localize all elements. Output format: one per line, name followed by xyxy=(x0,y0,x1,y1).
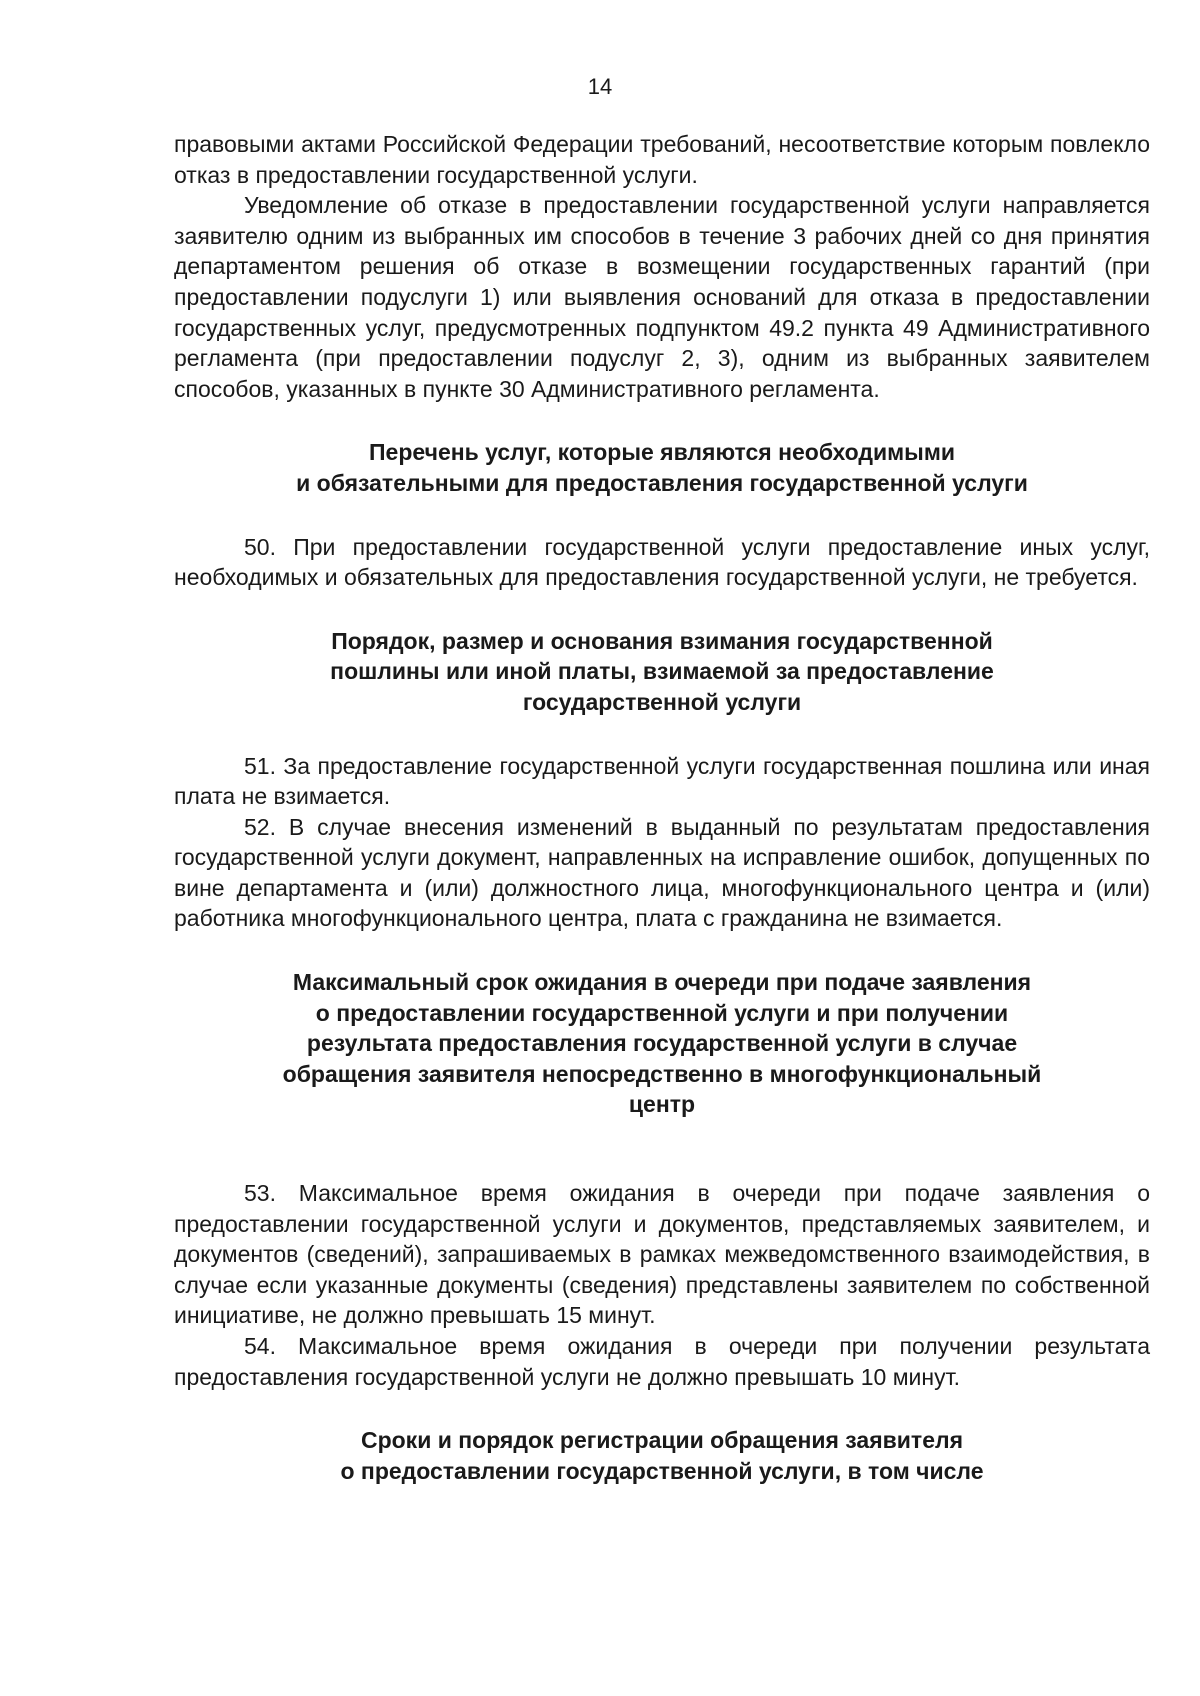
page-number: 14 xyxy=(587,74,613,99)
paragraph-refusal-notice: Уведомление об отказе в предоставлении государственной услуги направляется заявителю одним из выбранных им способов в течение 3 рабочих дней со дня принятия департаментом решения об отказе в возмещении государственных гарантий (при предоставлении подуслуги 1) или выявления оснований для отказа в предоставлении государственных услуг, предусмотренных подпунктом 49.2 пункта 49 Административного регламента (при предоставлении подуслуг 2, 3), одним из выбранных заявителем способов, указанных в пункте 30 Административного регламента. xyxy=(174,192,1150,402)
heading-line: Максимальный срок ожидания в очереди при подаче заявления xyxy=(292,969,1032,996)
paragraph-52: 52. В случае внесения изменений в выданный по результатам предоставления государственной услуги документ, направленных на исправление ошибок, допущенных по вине департамента и (или) должностного лица, многофункционального центра и (или) работника многофункционального центра, плата с гражданина не взимается. xyxy=(174,813,1150,932)
paragraph-51: 51. За предоставление государственной услуги государственная пошлина или иная плата не взимается. xyxy=(174,752,1150,810)
heading-line: обращения заявителя непосредственно в многофункциональный xyxy=(282,1060,1042,1087)
heading-line: центр xyxy=(628,1091,696,1118)
heading-line: Перечень услуг, которые являются необходимыми xyxy=(369,439,955,466)
paragraph-54: 54. Максимальное время ожидания в очереди при получении результата предоставления государственной услуги не должно превышать 10 минут. xyxy=(174,1333,1150,1390)
heading-line: результата предоставления государственной услуги в случае xyxy=(306,1030,1018,1057)
heading-line: о предоставлении государственной услуги и при получении xyxy=(315,999,1009,1026)
heading-line: Сроки и порядок регистрации обращения заявителя xyxy=(360,1427,964,1454)
paragraph-50: 50. При предоставлении государственной услуги предоставление иных услуг, необходимых и обязательных для предоставления государственной услуги, не требуется. xyxy=(174,533,1150,591)
heading-line: пошлины или иной платы, взимаемой за предоставление xyxy=(330,658,994,685)
paragraph-53: 53. Максимальное время ожидания в очереди при подаче заявления о предоставлении государственной услуги и документов, представляемых заявителем, и документов (сведений), запрашиваемых в рамках межведомственного взаимодействия, в случае если указанные документы (сведения) представлены заявителем по собственной инициативе, не должно превышать 15 минут. xyxy=(174,1180,1150,1329)
section-heading-registration xyxy=(174,1425,1150,1486)
heading-line: о предоставлении государственной услуги, в том числе xyxy=(340,1457,984,1484)
section-heading-required-services xyxy=(174,437,1150,498)
heading-line: Порядок, размер и основания взимания государственной xyxy=(331,627,993,654)
section-heading-queue-time xyxy=(174,967,1150,1120)
document-body xyxy=(174,129,1150,1486)
heading-line: и обязательными для предоставления государственной услуги xyxy=(296,469,1028,496)
paragraph-continuation: правовыми актами Российской Федерации требований, несоответствие которым повлекло отказ в предоставлении государственной услуги. xyxy=(174,131,1150,188)
heading-line: государственной услуги xyxy=(522,688,802,715)
section-heading-fees xyxy=(174,626,1150,718)
